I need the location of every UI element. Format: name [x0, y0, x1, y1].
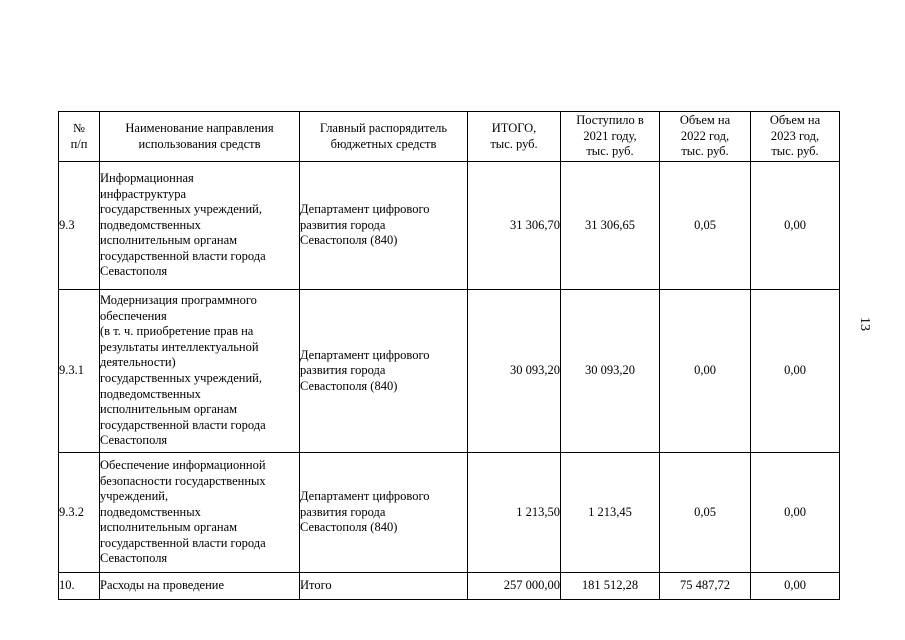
row-total: 1 213,50 [468, 453, 561, 573]
row-number: 9.3.2 [59, 453, 100, 573]
row-volume-2023: 0,00 [751, 290, 840, 453]
row-name: Обеспечение информационной безопасности государственных учреждений, подведомственных исполнительным органам государственной власти города Севастополя [100, 453, 300, 573]
header-volume-2023: Объем на 2023 год, тыс. руб. [751, 112, 840, 162]
row-total: 30 093,20 [468, 290, 561, 453]
row-number: 10. [59, 573, 100, 600]
row-volume-2023: 0,00 [751, 453, 840, 573]
header-total: ИТОГО, тыс. руб. [468, 112, 561, 162]
row-admin: Департамент цифрового развития города Севастополя (840) [300, 290, 468, 453]
row-volume-2023: 0,00 [751, 573, 840, 600]
row-number: 9.3.1 [59, 290, 100, 453]
header-num: № п/п [59, 112, 100, 162]
row-total: 31 306,70 [468, 162, 561, 290]
row-volume-2022: 0,05 [660, 453, 751, 573]
row-admin: Итого [300, 573, 468, 600]
budget-table [58, 111, 840, 600]
table-row [59, 453, 840, 573]
table-row [59, 162, 840, 290]
row-received-2021: 30 093,20 [561, 290, 660, 453]
header-received-2021: Поступило в 2021 году, тыс. руб. [561, 112, 660, 162]
row-total: 257 000,00 [468, 573, 561, 600]
page-number: 13 [857, 317, 872, 331]
row-volume-2022: 0,05 [660, 162, 751, 290]
table-row [59, 573, 840, 600]
header-name: Наименование направления использования средств [100, 112, 300, 162]
row-number: 9.3 [59, 162, 100, 290]
row-admin: Департамент цифрового развития города Севастополя (840) [300, 453, 468, 573]
row-name: Расходы на проведение [100, 573, 300, 600]
row-admin: Департамент цифрового развития города Севастополя (840) [300, 162, 468, 290]
row-name: Модернизация программного обеспечения (в т. ч. приобретение прав на результаты интеллектуальной деятельности) государственных учреждений, подведомственных исполнительным органам государственной власти города Севастополя [100, 290, 300, 453]
row-received-2021: 31 306,65 [561, 162, 660, 290]
table-row [59, 290, 840, 453]
row-received-2021: 1 213,45 [561, 453, 660, 573]
row-volume-2022: 75 487,72 [660, 573, 751, 600]
row-volume-2023: 0,00 [751, 162, 840, 290]
header-admin: Главный распорядитель бюджетных средств [300, 112, 468, 162]
row-volume-2022: 0,00 [660, 290, 751, 453]
header-volume-2022: Объем на 2022 год, тыс. руб. [660, 112, 751, 162]
header-row [59, 112, 840, 162]
row-name: Информационная инфраструктура государственных учреждений, подведомственных исполнительным органам государственной власти города Севастополя [100, 162, 300, 290]
row-received-2021: 181 512,28 [561, 573, 660, 600]
